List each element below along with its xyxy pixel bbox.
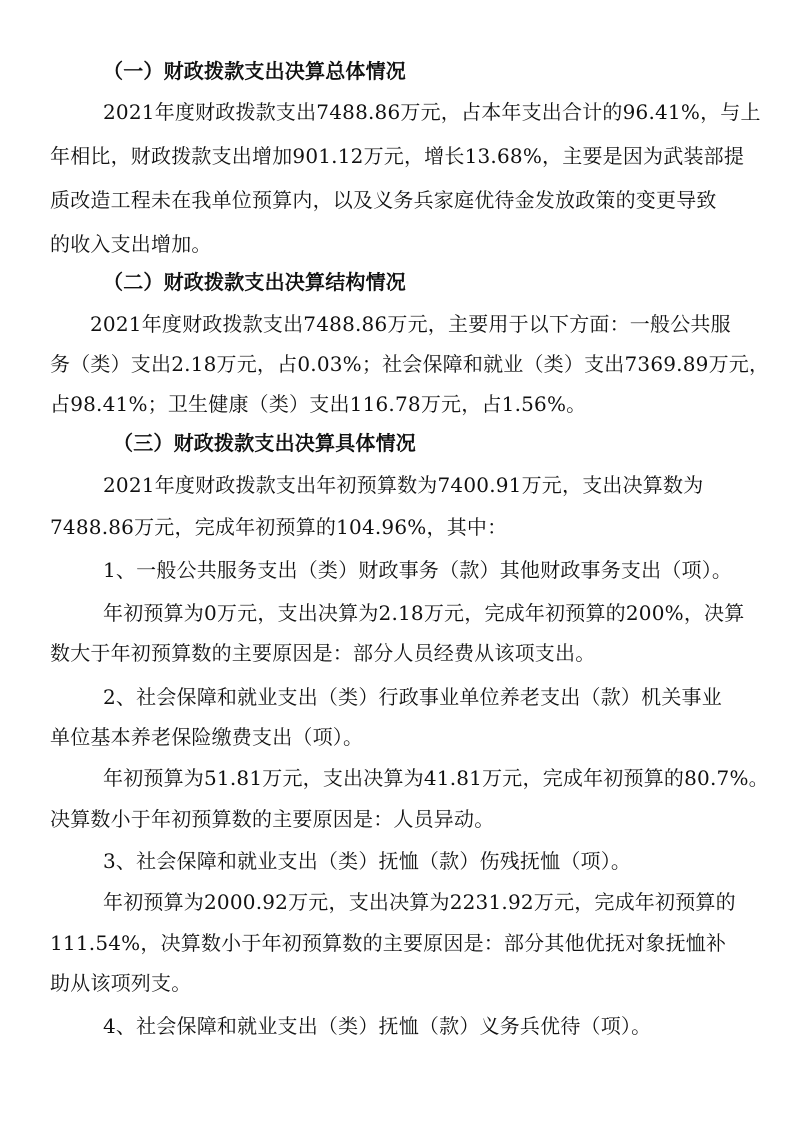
section-heading-3: （三）财政拨款支出决算具体情况: [113, 431, 416, 455]
item-title: 1、一般公共服务支出（类）财政事务（款）其他财政事务支出（项）。: [103, 558, 733, 582]
paragraph-line: 的收入支出增加。: [50, 232, 212, 256]
paragraph-line: 年初预算为2000.92万元，支出决算为2231.92万元，完成年初预算的: [103, 890, 736, 914]
item-title: 2、社会保障和就业支出（类）行政事业单位养老支出（款）机关事业: [103, 685, 722, 709]
paragraph-line: 务（类）支出2.18万元，占0.03%；社会保障和就业（类）支出7369.89万元，: [50, 352, 770, 376]
paragraph-line: 质改造工程未在我单位预算内，以及义务兵家庭优待金发放政策的变更导致: [50, 188, 717, 212]
paragraph-line: 占98.41%；卫生健康（类）支出116.78万元，占1.56%。: [50, 392, 587, 416]
paragraph-line: 2021年度财政拨款支出7488.86万元，主要用于以下方面：一般公共服: [90, 312, 731, 336]
section-heading-1: （一）财政拨款支出决算总体情况: [103, 59, 406, 83]
item-title: 4、社会保障和就业支出（类）抚恤（款）义务兵优待（项）。: [103, 1014, 652, 1038]
paragraph-line: 决算数小于年初预算数的主要原因是：人员异动。: [50, 807, 495, 831]
paragraph-line: 年相比，财政拨款支出增加901.12万元，增长13.68%，主要是因为武装部提: [50, 144, 745, 168]
paragraph-line: 单位基本养老保险缴费支出（项）。: [50, 725, 364, 749]
paragraph-line: 助从该项列支。: [50, 971, 192, 995]
paragraph-line: 111.54%，决算数小于年初预算数的主要原因是：部分其他优抚对象抚恤补: [50, 931, 727, 955]
paragraph-line: 年初预算为0万元，支出决算为2.18万元，完成年初预算的200%，决算: [103, 601, 745, 625]
paragraph-line: 2021年度财政拨款支出7488.86万元，占本年支出合计的96.41%，与上: [103, 100, 761, 124]
item-title: 3、社会保障和就业支出（类）抚恤（款）伤残抚恤（项）。: [103, 849, 632, 873]
paragraph-line: 年初预算为51.81万元，支出决算为41.81万元，完成年初预算的80.7%。: [103, 766, 769, 790]
paragraph-line: 2021年度财政拨款支出年初预算数为7400.91万元，支出决算数为: [103, 473, 704, 497]
section-heading-2: （二）财政拨款支出决算结构情况: [103, 270, 406, 294]
paragraph-line: 7488.86万元，完成年初预算的104.96%，其中：: [50, 515, 508, 539]
paragraph-line: 数大于年初预算数的主要原因是：部分人员经费从该项支出。: [50, 641, 596, 665]
